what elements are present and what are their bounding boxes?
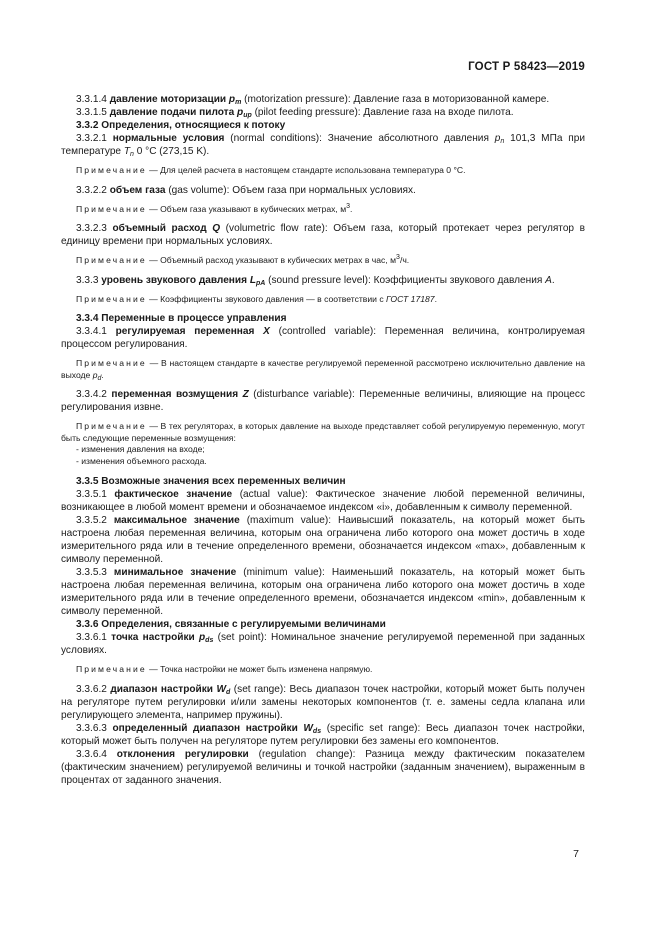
definition-3-3-6-2: 3.3.6.2 диапазон настройки $W_d$ (set range): Весь диапазон точек настройки, который может быть получен на регуляторе путем регулировки и/или замены некоторых компонентов (т. е. замены седла клапана или регулирующего элемента, например пружины). bbox=[61, 683, 585, 721]
definition-3-3-3: 3.3.3 уровень звукового давления $L_{pA}$ (sound pressure level): Коэффициенты звукового давления A. bbox=[76, 274, 555, 287]
page-number: 7 bbox=[573, 848, 579, 860]
definition-3-3-5-3: 3.3.5.3 минимальное значение (minimum value): Наименьший показатель, на который может быть настроена любая переменная величина, которым она ограничена либо которого она может достичь в ходе измерительного ряда или в течение определенного времени, обозначается индексом «min», добавленным к символу переменной. bbox=[61, 567, 585, 617]
document-body bbox=[61, 93, 585, 787]
definition-3-3-2-2: 3.3.2.2 объем газа (gas volume): Объем газа при нормальных условиях. bbox=[76, 184, 416, 196]
definition-3-3-6-1: 3.3.6.1 точка настройки $p_{ds}$ (set point): Номинальное значение регулируемой переменной при заданных условиях. bbox=[61, 632, 585, 656]
definition-3-3-4-1: 3.3.4.1 регулируемая переменная X (controlled variable): Переменная величина, контролируемая процессом регулирования. bbox=[61, 326, 585, 350]
note-2: Примечание — Объем газа указывают в кубических метрах, $м^3$. bbox=[76, 202, 353, 214]
standard-designation: ГОСТ Р 58423—2019 bbox=[468, 61, 585, 73]
section-heading-3-3-2: 3.3.2 Определения, относящиеся к потоку bbox=[76, 120, 286, 131]
list-item: - изменения давления на входе; bbox=[76, 444, 205, 454]
definition-3-3-2-1: 3.3.2.1 нормальные условия (normal conditions): Значение абсолютного давления $p_n$ 101,3 МПа при температуре $T_n$ 0 °C (273,15 K). bbox=[61, 133, 585, 158]
definition-3-3-5-2: 3.3.5.2 максимальное значение (maximum value): Наивысший показатель, на который может быть настроена любая переменная величина, которым она ограничена либо которого она может достичь в ходе измерительного ряда или в течение определенного времени, обозначается индексом «max», добавленным к символу переменной. bbox=[61, 515, 585, 565]
definition-3-3-6-3: 3.3.6.3 определенный диапазон настройки $W_{ds}$ (specific set range): Весь диапазон точек настройки, который может быть получен на регуляторе путем регулировки без замены его компонентов. bbox=[61, 722, 585, 747]
section-heading-3-3-4: 3.3.4 Переменные в процессе управления bbox=[76, 313, 287, 324]
section-heading-3-3-5: 3.3.5 Возможные значения всех переменных величин bbox=[76, 476, 346, 487]
section-heading-3-3-6: 3.3.6 Определения, связанные с регулируемыми величинами bbox=[76, 619, 386, 630]
definition-3-3-2-3: 3.3.2.3 объемный расход Q (volumetric flow rate): Объем газа, который протекает через регулятор в единицу времени при нормальных условиях. bbox=[61, 223, 585, 247]
note-3: Примечание — Объемный расход указывают в кубических метрах в час, $м^3/ч$. bbox=[76, 254, 410, 265]
definition-3-3-6-4: 3.3.6.4 отклонения регулировки (regulation change): Разница между фактическим показателем (фактическим значением) регулируемой величины и точкой настройки (заданным значением), выраженным в процентах от заданного значения. bbox=[61, 748, 585, 786]
note-1: Примечание — Для целей расчета в настоящем стандарте использована температура 0 °C. bbox=[76, 165, 466, 175]
definition-3-3-4-2: 3.3.4.2 переменная возмущения Z (disturbance variable): Переменные величины, влияющие на процесс регулирования извне. bbox=[61, 389, 585, 413]
note-7: Примечание — Точка настройки не может быть изменена напрямую. bbox=[76, 664, 373, 674]
definition-3-3-1-5: 3.3.1.5 давление подачи пилота $p_{up}$ (pilot feeding pressure): Давление газа на входе пилота. bbox=[76, 107, 514, 119]
definition-3-3-1-4: 3.3.1.4 давление моторизации $p_m$ (motorization pressure): Давление газа в моторизованной камере. bbox=[76, 94, 550, 106]
note-6: Примечание — В тех регуляторах, в которых давление на выходе представляет собой регулируемую переменную, могут быть следующие переменные возмущения: bbox=[61, 421, 585, 443]
definition-3-3-5-1: 3.3.5.1 фактическое значение (actual value): Фактическое значение любой переменной величины, возникающее в любой момент времени и обозначаемое индексом «i», добавленным к символу переменной. bbox=[61, 489, 585, 513]
note-4: Примечание — Коэффициенты звукового давления — в соответствии с ГОСТ 17187. bbox=[76, 293, 437, 304]
list-item: - изменения объемного расхода. bbox=[76, 455, 207, 466]
note-5: Примечание — В настоящем стандарте в качестве регулируемой переменной рассмотрено исключительно давление на выходе $p_d$. bbox=[61, 358, 585, 382]
